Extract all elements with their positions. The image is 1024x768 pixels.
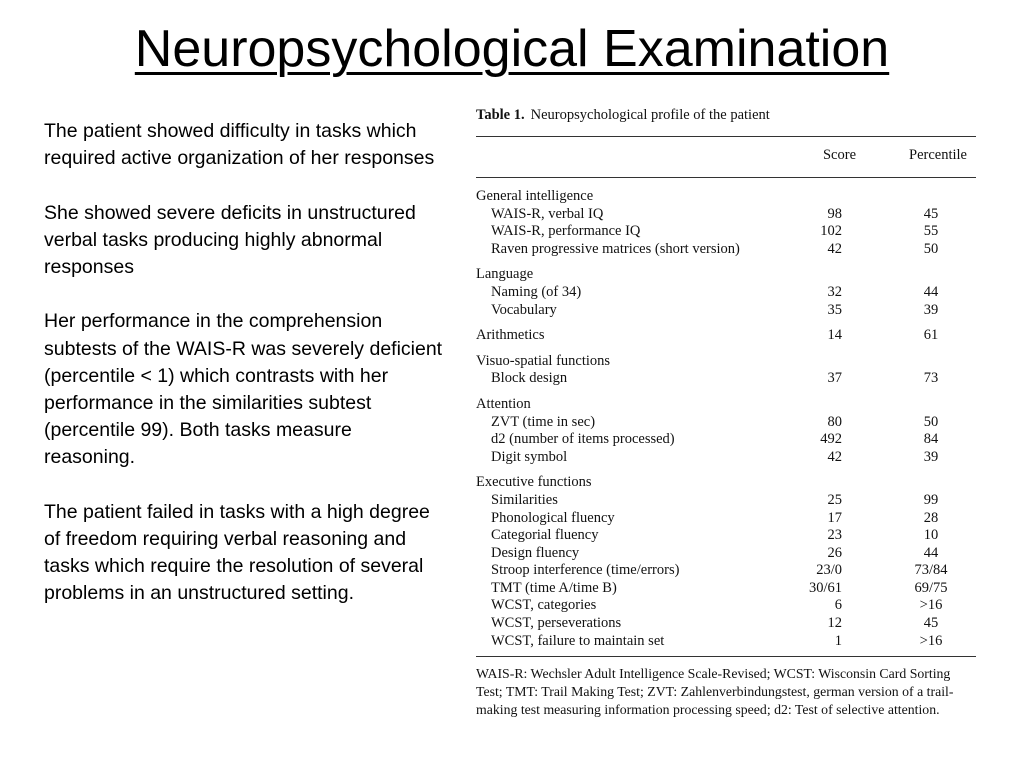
score-cell: 14 (827, 327, 842, 344)
test-name-cell: Stroop interference (time/errors) (491, 562, 680, 579)
table-row (476, 223, 976, 241)
group-gap (476, 258, 976, 266)
percentile-cell: >16 (919, 632, 943, 649)
group-heading-row (476, 188, 976, 206)
percentile-cell: 73 (923, 370, 939, 387)
percentile-cell: 39 (923, 448, 939, 465)
table-row (476, 510, 976, 528)
percentile-cell: 45 (923, 205, 939, 222)
profile-table (476, 104, 976, 719)
table-row (476, 597, 976, 615)
finding-paragraph: The patient failed in tasks with a high degree of freedom requiring verbal reasoning and tasks which require the resolution of several problems in an unstructured setting. (44, 500, 430, 605)
table-row (476, 284, 976, 302)
percentile-cell: 45 (923, 615, 939, 632)
table-row (476, 206, 976, 224)
group-heading: General intelligence (476, 188, 594, 204)
group-heading-row (476, 353, 976, 371)
group-heading: Visuo-spatial functions (476, 352, 611, 369)
group-heading: Executive functions (476, 474, 592, 491)
test-name-cell: WCST, perseverations (491, 615, 622, 632)
table-body (476, 188, 976, 650)
score-cell: 23/0 (816, 562, 842, 579)
table-caption-text: Neuropsychological profile of the patient (530, 107, 770, 123)
group-heading: Arithmetics (476, 327, 545, 344)
score-cell: 23 (827, 527, 842, 544)
score-cell: 37 (827, 370, 842, 387)
score-cell: 42 (827, 240, 842, 257)
score-cell: 12 (827, 615, 842, 632)
test-name-cell: Block design (491, 370, 568, 387)
group-gap (476, 388, 976, 396)
score-cell: 32 (827, 283, 842, 300)
table-row (476, 562, 976, 580)
test-name-cell: Digit symbol (491, 448, 568, 465)
score-cell: 35 (827, 301, 842, 318)
test-name-cell: Categorial fluency (491, 527, 599, 544)
finding-paragraph: The patient showed difficulty in tasks which required active organization of her responses (44, 120, 435, 170)
test-name-cell: WAIS-R, verbal IQ (491, 205, 604, 222)
table-caption (476, 104, 976, 126)
group-gap (476, 466, 976, 474)
percentile-cell: 50 (923, 240, 939, 257)
group-heading-row (476, 327, 976, 345)
score-cell: 25 (827, 491, 842, 508)
percentile-cell: 61 (923, 327, 939, 344)
test-name-cell: Design fluency (491, 544, 580, 561)
percentile-cell: 69/75 (914, 579, 948, 596)
score-cell: 98 (827, 205, 842, 222)
percentile-column-header: Percentile (909, 147, 967, 163)
percentile-cell: 44 (923, 544, 939, 561)
finding-paragraph: Her performance in the comprehension subtests of the WAIS-R was severely deficient (percentile < 1) which contrasts with her performance in the similarities subtest (percentile 99). Both tasks measure reasoning. (44, 310, 443, 469)
test-name-cell: Naming (of 34) (491, 283, 582, 300)
test-name-cell: ZVT (time in sec) (491, 413, 596, 430)
table-row (476, 545, 976, 563)
test-name-cell: Raven progressive matrices (short version) (491, 240, 740, 257)
test-name-cell: d2 (number of items processed) (491, 431, 675, 448)
table-footnote: WAIS-R: Wechsler Adult Intelligence Scale-Revised; WCST: Wisconsin Card Sorting Test; TMT: Trail Making Test; ZVT: Zahlenverbindungstest, german version of a trail-making test measuring information processing speed; d2: Test of selective attention. (476, 666, 954, 718)
score-cell: 6 (834, 597, 842, 614)
table-row (476, 431, 976, 449)
table-row (476, 370, 976, 388)
test-name-cell: Vocabulary (491, 301, 557, 318)
table-row (476, 414, 976, 432)
table-row (476, 580, 976, 598)
table-row (476, 633, 976, 651)
score-cell: 80 (827, 413, 842, 430)
table-row (476, 302, 976, 320)
group-gap (476, 345, 976, 353)
group-heading-row (476, 474, 976, 492)
percentile-cell: 50 (923, 413, 939, 430)
score-cell: 26 (827, 544, 842, 561)
finding-paragraph: She showed severe deficits in unstructured verbal tasks producing highly abnormal responses (44, 201, 416, 278)
table-row (476, 492, 976, 510)
table-row (476, 615, 976, 633)
table-row (476, 527, 976, 545)
score-cell: 1 (834, 632, 842, 649)
slide-title: Neuropsychological Examination (134, 20, 890, 78)
test-name-cell: TMT (time A/time B) (491, 579, 617, 596)
group-heading: Attention (476, 395, 531, 412)
test-name-cell: WAIS-R, performance IQ (491, 223, 641, 240)
group-gap (476, 319, 976, 327)
percentile-cell: 84 (923, 431, 939, 448)
table-bottom-rule (476, 656, 976, 657)
table-header-row (476, 137, 976, 177)
group-heading-row (476, 266, 976, 284)
percentile-cell: >16 (919, 597, 943, 614)
group-heading: Language (476, 266, 534, 283)
test-name-cell: Similarities (491, 491, 558, 508)
table-row (476, 449, 976, 467)
test-name-cell: Phonological fluency (491, 509, 615, 526)
test-name-cell: WCST, failure to maintain set (491, 632, 665, 649)
table-row (476, 241, 976, 259)
score-column-header: Score (822, 147, 856, 163)
test-name-cell: WCST, categories (491, 597, 597, 614)
score-cell: 492 (820, 431, 842, 448)
score-cell: 102 (820, 223, 842, 240)
score-cell: 30/61 (808, 579, 842, 596)
percentile-cell: 55 (923, 223, 939, 240)
percentile-cell: 44 (923, 283, 939, 300)
findings-text (44, 118, 444, 635)
score-cell: 42 (827, 448, 842, 465)
percentile-cell: 28 (923, 509, 939, 526)
percentile-cell: 99 (923, 491, 939, 508)
percentile-cell: 73/84 (914, 562, 948, 579)
percentile-cell: 10 (923, 527, 939, 544)
table-caption-label: Table 1. (476, 107, 525, 123)
percentile-cell: 39 (923, 301, 939, 318)
group-heading-row (476, 396, 976, 414)
score-cell: 17 (827, 509, 842, 526)
